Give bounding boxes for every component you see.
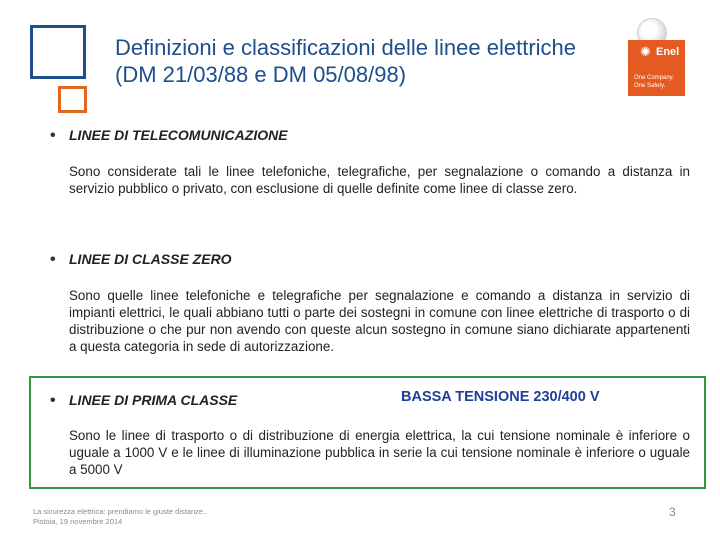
page-number: 3 [669,505,676,519]
bullet-icon: • [50,251,56,268]
section-heading: LINEE DI CLASSE ZERO [69,251,232,267]
bullet-icon: • [50,392,56,409]
section-classe-zero [50,251,698,355]
footer-line-1: La sicurezza elettrica: prendiamo le giuste distanze.. [33,507,208,516]
logo-badge [628,40,685,96]
section-prima-classe [50,392,698,482]
footer-line-2: Pistoia, 19 novembre 2014 [33,517,123,526]
section-telecomunicazione [50,127,698,211]
voltage-badge: BASSA TENSIONE 230/400 V [401,389,600,405]
slide-title: Definizioni e classificazioni delle linee elettriche (DM 21/03/88 e DM 05/08/98) [115,35,577,87]
enel-logo [625,14,687,89]
logo-tagline: One Company. One Safety. [634,75,674,89]
section-heading: LINEE DI PRIMA CLASSE [69,392,238,408]
section-body: Sono le linee di trasporto o di distribuzione di energia elettrica, la cui tensione nominale è inferiore o uguale a 1000 V e le linee di illuminazione pubblica in serie la cui tensione nominale è inferiore o uguale a 5000 V [69,428,690,477]
sun-icon: ✺ [640,44,651,59]
decorative-square-large [30,25,86,79]
decorative-square-small [58,86,87,113]
section-body: Sono considerate tali le linee telefoniche, telegrafiche, per segnalazione o comando a distanza in servizio pubblico o privato, con esclusione di quelle definite come linee di classe zero. [69,164,690,196]
bullet-icon: • [50,127,56,144]
logo-name: Enel [656,46,680,58]
footer [33,507,207,527]
section-heading: LINEE DI TELECOMUNICAZIONE [69,127,288,143]
section-body: Sono quelle linee telefoniche e telegrafiche per segnalazione e comando a distanza in servizio di impianti elettrici, le quali abbiano tutti o parte dei sostegni in comune con linee elettriche di trasporto o di distribuzione o che pur non avendo con queste alcun sostegno in comune siano dichiarate appartenenti a questa categoria in sede di autorizzazione. [69,288,690,354]
